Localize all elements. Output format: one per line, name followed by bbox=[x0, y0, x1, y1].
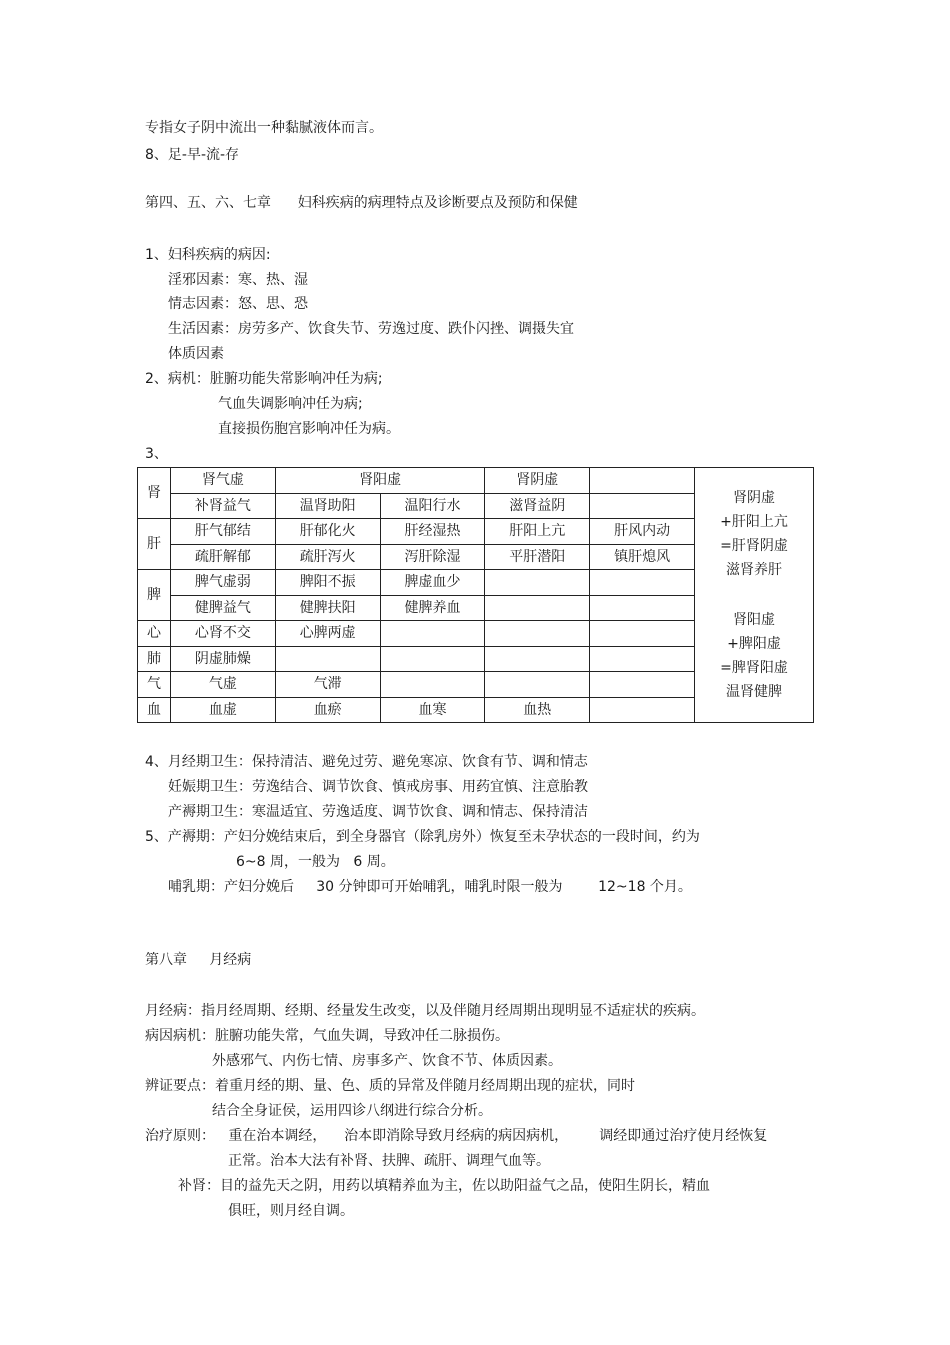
section-heading: 3、 bbox=[145, 446, 168, 462]
text-line: 月经病：指月经周期、经期、经量发生改变，以及伴随月经周期出现明显不适症状的疾病。 bbox=[145, 1003, 705, 1019]
note-line: 温肾健脾 bbox=[726, 684, 782, 700]
text-line: 结合全身证侯，运用四诊八纲进行综合分析。 bbox=[212, 1103, 492, 1119]
note-line: 肾阴虚 bbox=[733, 490, 775, 506]
table-cell: 肾阴虚 bbox=[485, 468, 590, 494]
table-cell bbox=[590, 621, 695, 647]
table-cell bbox=[380, 621, 485, 647]
table-cell: 肝气郁结 bbox=[171, 519, 276, 545]
table-cell: 肝郁化火 bbox=[275, 519, 380, 545]
text-line: 专指女子阴中流出一种黏腻液体而言。 bbox=[145, 120, 383, 136]
chapter-heading: 第四、五、六、七章 妇科疾病的病理特点及诊断要点及预防和保健 bbox=[145, 195, 578, 211]
section-heading: 1、妇科疾病的病因: bbox=[145, 247, 271, 263]
text-line: 体质因素 bbox=[168, 346, 224, 362]
table-cell bbox=[590, 493, 695, 519]
table-cell: 镇肝熄风 bbox=[590, 544, 695, 570]
table-cell bbox=[380, 646, 485, 672]
table-cell bbox=[485, 646, 590, 672]
table-cell: 补肾益气 bbox=[171, 493, 276, 519]
text-line: 产褥期卫生：寒温适宜、劳逸适度、调节饮食、调和情志、保持清洁 bbox=[168, 804, 588, 820]
table-cell: 肝阳上亢 bbox=[485, 519, 590, 545]
table-cell: 健脾扶阳 bbox=[275, 595, 380, 621]
table-cell bbox=[590, 595, 695, 621]
organ-syndrome-table bbox=[137, 467, 814, 723]
table-row bbox=[138, 468, 814, 494]
text-line: 6~8 周，一般为 6 周。 bbox=[236, 854, 395, 870]
section-heading: 4、月经期卫生：保持清洁、避免过劳、避免寒凉、饮食有节、调和情志 bbox=[145, 754, 588, 770]
note-line: =肝肾阴虚 bbox=[720, 538, 788, 554]
organ-cell: 脾 bbox=[138, 570, 171, 621]
organ-cell: 肺 bbox=[138, 646, 171, 672]
organ-cell: 血 bbox=[138, 697, 171, 723]
table-cell: 肝经湿热 bbox=[380, 519, 485, 545]
text-line: 补肾：目的益先天之阴，用药以填精养血为主，佐以助阳益气之品，使阳生阴长，精血 bbox=[178, 1178, 710, 1194]
table-cell: 气滞 bbox=[275, 672, 380, 698]
organ-cell: 肝 bbox=[138, 519, 171, 570]
note-line: 肾阳虚 bbox=[733, 612, 775, 628]
table-cell: 肝风内动 bbox=[590, 519, 695, 545]
text-line: 气血失调影响冲任为病; bbox=[218, 396, 363, 412]
table-cell: 血热 bbox=[485, 697, 590, 723]
combined-syndrome-note bbox=[695, 468, 814, 723]
table-cell bbox=[485, 672, 590, 698]
table-cell: 滋肾益阴 bbox=[485, 493, 590, 519]
table-cell: 脾虚血少 bbox=[380, 570, 485, 596]
table-cell bbox=[590, 672, 695, 698]
table-cell: 温肾助阳 bbox=[275, 493, 380, 519]
table-cell bbox=[485, 570, 590, 596]
table-cell: 平肝潜阳 bbox=[485, 544, 590, 570]
table-cell: 健脾益气 bbox=[171, 595, 276, 621]
section-heading: 2、病机：脏腑功能失常影响冲任为病; bbox=[145, 371, 383, 387]
organ-cell: 气 bbox=[138, 672, 171, 698]
section-heading: 5、产褥期：产妇分娩结束后，到全身器官（除乳房外）恢复至未孕状态的一段时间，约为 bbox=[145, 829, 700, 845]
text-line: 直接损伤胞宫影响冲任为病。 bbox=[218, 421, 400, 437]
note-line: =脾肾阳虚 bbox=[720, 660, 788, 676]
table-cell bbox=[380, 672, 485, 698]
note-line: +脾阳虚 bbox=[727, 636, 781, 652]
table-cell: 气虚 bbox=[171, 672, 276, 698]
text-line: 情志因素：怒、思、恐 bbox=[168, 296, 308, 312]
table-cell: 血瘀 bbox=[275, 697, 380, 723]
table-cell: 心脾两虚 bbox=[275, 621, 380, 647]
table-cell bbox=[590, 570, 695, 596]
text-line: 淫邪因素：寒、热、湿 bbox=[168, 272, 308, 288]
table-cell: 肾气虚 bbox=[171, 468, 276, 494]
organ-cell: 心 bbox=[138, 621, 171, 647]
table-cell: 阴虚肺燥 bbox=[171, 646, 276, 672]
text-line: 病因病机：脏腑功能失常，气血失调，导致冲任二脉损伤。 bbox=[145, 1028, 509, 1044]
table-cell: 疏肝解郁 bbox=[171, 544, 276, 570]
text-line: 生活因素：房劳多产、饮食失节、劳逸过度、跌仆闪挫、调摄失宜 bbox=[168, 321, 574, 337]
note-line: 滋肾养肝 bbox=[726, 562, 782, 578]
table-cell bbox=[590, 468, 695, 494]
text-line: 辨证要点：着重月经的期、量、色、质的异常及伴随月经周期出现的症状，同时 bbox=[145, 1078, 635, 1094]
table-cell: 脾气虚弱 bbox=[171, 570, 276, 596]
text-line: 治疗原则： 重在治本调经， 治本即消除导致月经病的病因病机， 调经即通过治疗使月经恢复 bbox=[145, 1128, 768, 1144]
table-cell: 血寒 bbox=[380, 697, 485, 723]
table-cell: 血虚 bbox=[171, 697, 276, 723]
text-line: 8、足-早-流-存 bbox=[145, 147, 240, 163]
text-line: 正常。治本大法有补肾、扶脾、疏肝、调理气血等。 bbox=[228, 1153, 550, 1169]
text-line: 妊娠期卫生：劳逸结合、调节饮食、慎戒房事、用药宜慎、注意胎教 bbox=[168, 779, 588, 795]
chapter-heading: 第八章 月经病 bbox=[145, 952, 252, 968]
table-cell: 心肾不交 bbox=[171, 621, 276, 647]
table-cell: 温阳行水 bbox=[380, 493, 485, 519]
table-cell bbox=[590, 697, 695, 723]
table-cell: 泻肝除湿 bbox=[380, 544, 485, 570]
table-cell bbox=[590, 646, 695, 672]
text-line: 俱旺，则月经自调。 bbox=[228, 1203, 354, 1219]
table-cell bbox=[485, 621, 590, 647]
table-cell: 肾阳虚 bbox=[275, 468, 485, 494]
table-cell: 疏肝泻火 bbox=[275, 544, 380, 570]
table-cell: 脾阳不振 bbox=[275, 570, 380, 596]
table-cell bbox=[485, 595, 590, 621]
table-cell bbox=[275, 646, 380, 672]
note-spacer bbox=[695, 582, 813, 608]
text-line: 哺乳期：产妇分娩后 30 分钟即可开始哺乳，哺乳时限一般为 12~18 个月。 bbox=[168, 879, 692, 895]
text-line: 外感邪气、内伤七情、房事多产、饮食不节、体质因素。 bbox=[212, 1053, 562, 1069]
table-cell: 健脾养血 bbox=[380, 595, 485, 621]
organ-cell: 肾 bbox=[138, 468, 171, 519]
note-line: +肝阳上亢 bbox=[720, 514, 788, 530]
